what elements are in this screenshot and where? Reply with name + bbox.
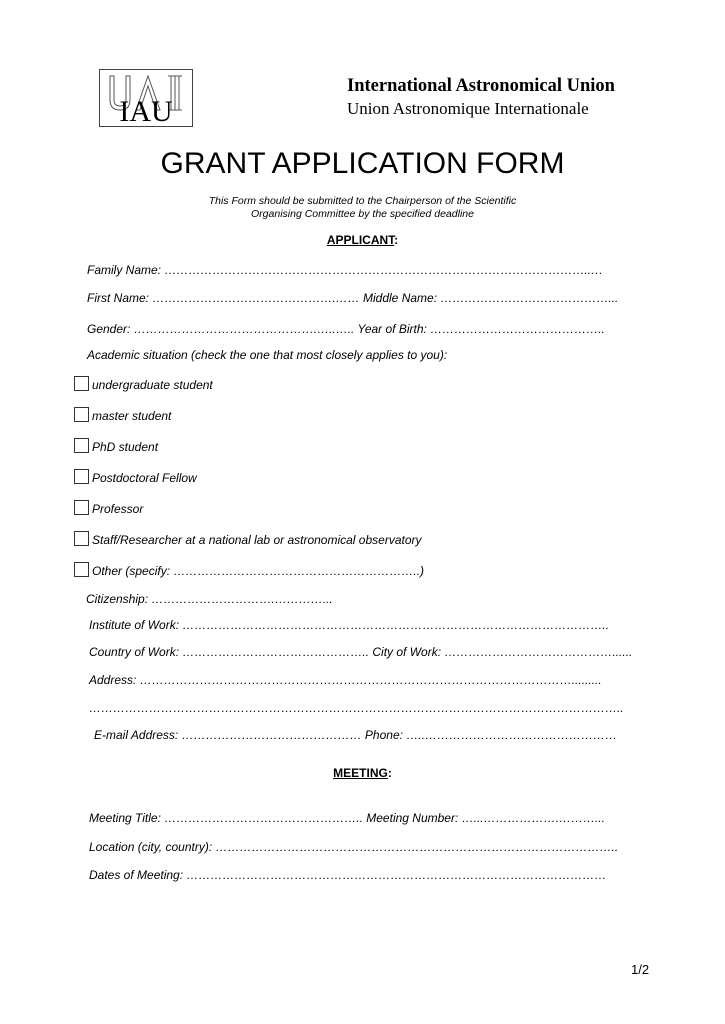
checkbox-phd[interactable] xyxy=(74,438,89,453)
checkbox-staff-researcher[interactable] xyxy=(74,531,89,546)
iau-logo xyxy=(99,69,193,127)
applicant-heading: APPLICANT: xyxy=(326,233,399,247)
instructions-line2: Organising Committee by the specified deadline xyxy=(251,208,474,220)
address-line2-field[interactable]: …………………………………………………………………………………………………………………….. xyxy=(89,701,624,715)
family-name-field[interactable]: Family Name: ……………………………………………………………………………………………..… xyxy=(87,263,604,277)
instructions-line1: This Form should be submitted to the Chairperson of the Scientific xyxy=(208,195,517,207)
academic-situation-prompt: Academic situation (check the one that most closely applies to you): xyxy=(87,348,448,362)
option-label: PhD student xyxy=(92,440,159,454)
option-label: Postdoctoral Fellow xyxy=(92,471,197,485)
checkbox-postdoc[interactable] xyxy=(74,469,89,484)
meeting-heading: MEETING: xyxy=(333,766,392,780)
citizenship-field[interactable]: Citizenship: ………………………….…………... xyxy=(86,592,333,606)
page-number: 1/2 xyxy=(631,962,650,977)
checkbox-undergraduate[interactable] xyxy=(74,376,89,391)
org-name-fr: Union Astronomique Internationale xyxy=(347,99,589,118)
option-label: Professor xyxy=(92,502,144,516)
checkbox-other[interactable] xyxy=(74,562,89,577)
iau-logo-graphic xyxy=(100,70,192,126)
meeting-dates-field[interactable]: Dates of Meeting: …………………………………………………………………………………………… xyxy=(89,868,607,882)
org-name-en: International Astronomical Union xyxy=(347,76,615,96)
institute-field[interactable]: Institute of Work: …………………………………………………………………………………………….. xyxy=(89,618,610,632)
gender-birth-year-field[interactable]: Gender: ……………………………………….…..….. Year of Birth: …………………………………….. xyxy=(87,322,605,336)
page-title: GRANT APPLICATION FORM xyxy=(160,147,565,180)
logo-text: IAU xyxy=(119,95,173,126)
meeting-location-field[interactable]: Location (city, country): ……………………………………………………………………………………….. xyxy=(89,840,619,854)
option-label: master student xyxy=(92,409,172,423)
checkbox-professor[interactable] xyxy=(74,500,89,515)
first-middle-name-field[interactable]: First Name: ……………………………………….…… Middle Name: ……………………………………... xyxy=(87,291,619,305)
option-label: Staff/Researcher at a national lab or astronomical observatory xyxy=(92,533,422,547)
option-label: undergraduate student xyxy=(92,378,213,392)
option-label-other[interactable]: Other (specify: ……………………………………………………..) xyxy=(92,564,425,578)
address-field[interactable]: Address: ………………………………………………………………………………………………......... xyxy=(89,673,602,687)
country-city-field[interactable]: Country of Work: ……………………………………….. City of Work: ……………………………………...... xyxy=(89,645,633,659)
checkbox-master[interactable] xyxy=(74,407,89,422)
meeting-title-number-field[interactable]: Meeting Title: ………………………………………….. Meeting Number: …...……………….………... xyxy=(89,811,605,825)
email-phone-field[interactable]: E-mail Address: ……………………………………… Phone: …..………………………………………… xyxy=(94,728,617,742)
